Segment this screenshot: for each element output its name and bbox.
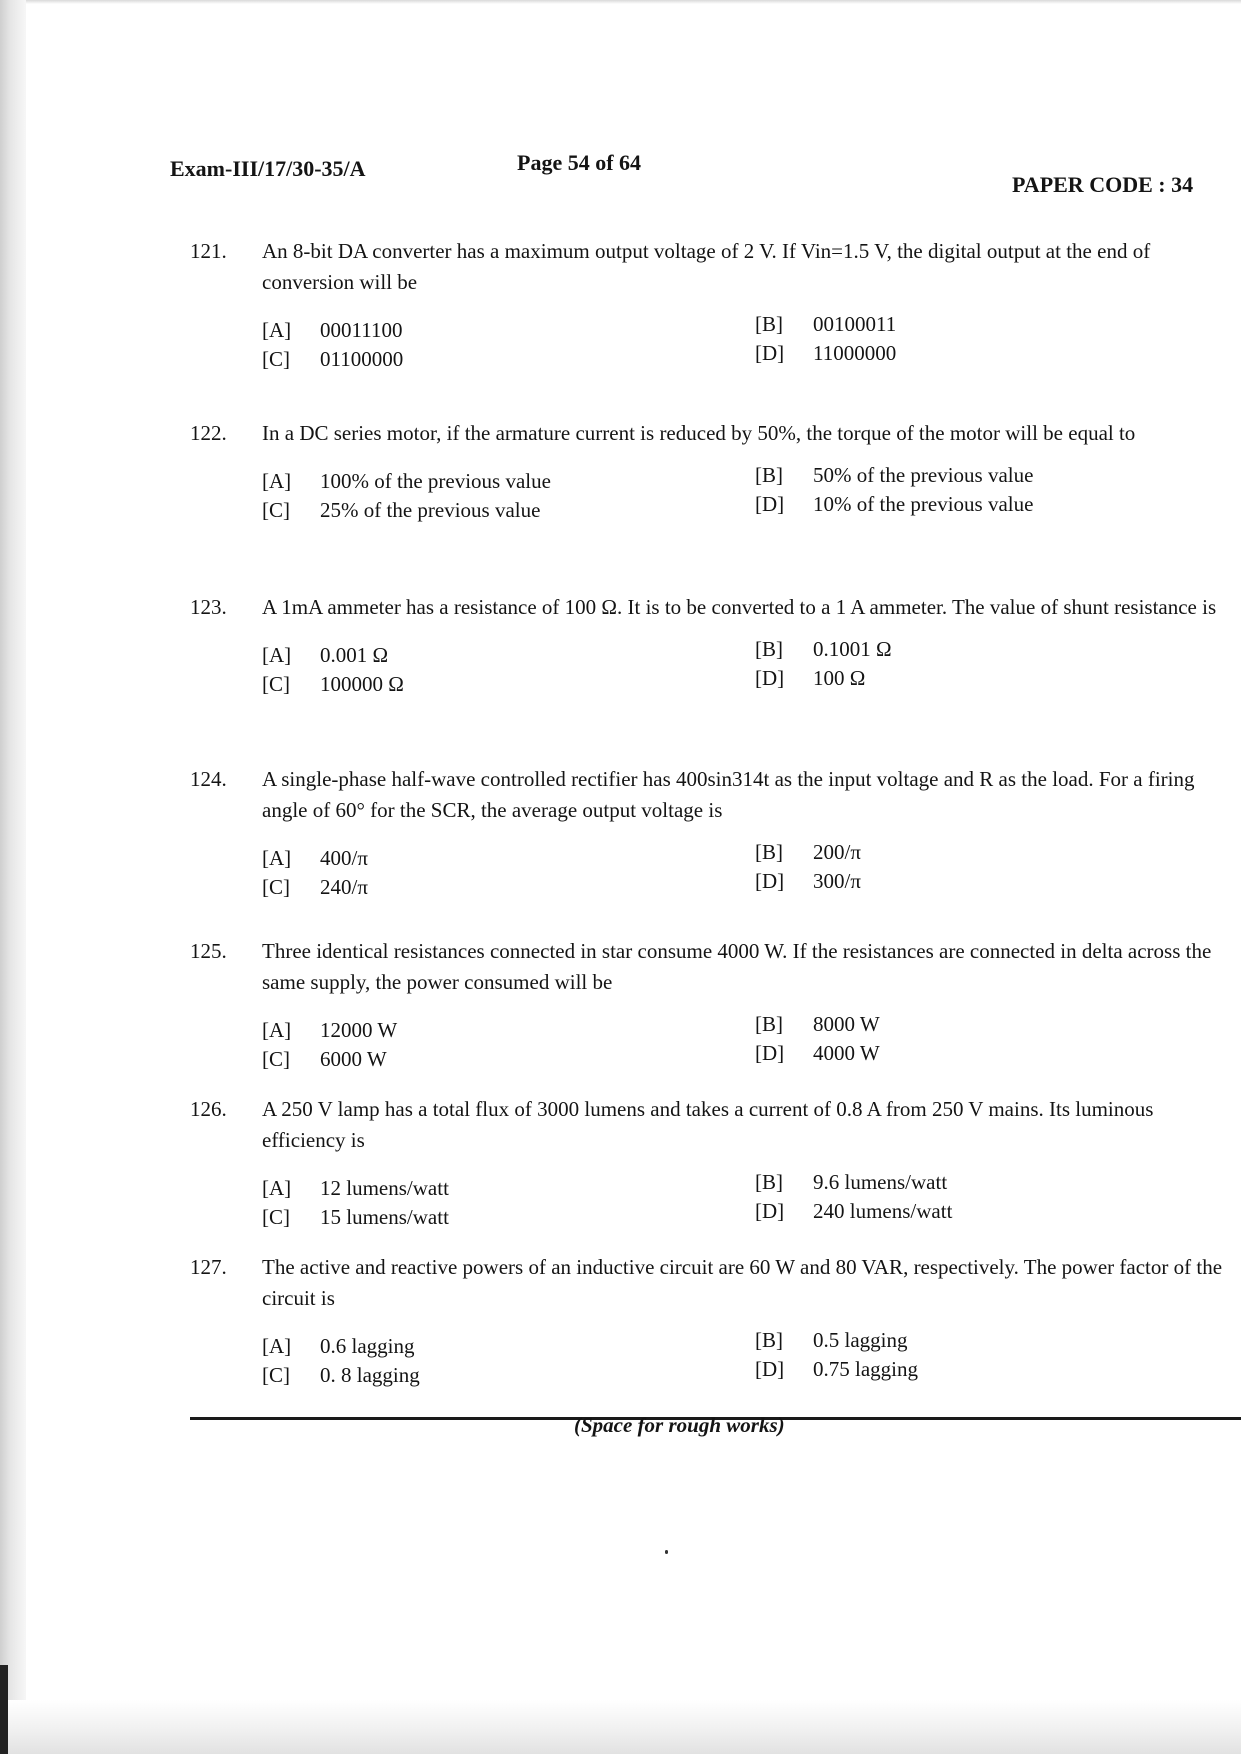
option-letter: [A] [262, 643, 292, 667]
paper-code: PAPER CODE : 34 [1012, 172, 1194, 197]
option-grid [262, 463, 1230, 525]
option-d[interactable] [755, 1197, 1155, 1226]
option-b[interactable] [755, 1326, 1155, 1355]
option-letter: [B] [755, 463, 783, 487]
question-number: 127. [190, 1255, 227, 1279]
option-value: 12 lumens/watt [320, 1176, 449, 1200]
option-value: 200/π [813, 840, 861, 864]
scan-corner-mark [0, 1665, 8, 1754]
option-a[interactable] [262, 641, 755, 670]
question-text: In a DC series motor, if the armature current is reduced by 50%, the torque of the motor will be equal to [262, 421, 1136, 445]
question-text: A 250 V lamp has a total flux of 3000 lumens and takes a current of 0.8 A from 250 V mains. Its luminous efficiency is [262, 1097, 1154, 1152]
option-c[interactable] [262, 1045, 755, 1074]
option-letter: [D] [755, 1199, 785, 1223]
option-value: 300/π [813, 869, 861, 893]
option-value: 240 lumens/watt [813, 1199, 953, 1223]
option-value: 240/π [320, 875, 368, 899]
scan-top-edge [0, 0, 1241, 4]
question-122 [190, 418, 1230, 525]
option-value: 12000 W [320, 1018, 398, 1042]
scan-speck [665, 1550, 668, 1554]
option-a[interactable] [262, 467, 755, 496]
option-d[interactable] [755, 490, 1155, 519]
option-d[interactable] [755, 1355, 1155, 1384]
option-grid [262, 312, 1230, 374]
option-c[interactable] [262, 496, 755, 525]
option-b[interactable] [755, 635, 1155, 664]
option-value: 0.5 lagging [813, 1328, 908, 1352]
option-value: 4000 W [813, 1041, 880, 1065]
exam-code: Exam-III/17/30-35/A [170, 156, 366, 181]
option-d[interactable] [755, 1039, 1155, 1068]
option-value: 10% of the previous value [813, 492, 1034, 516]
option-d[interactable] [755, 339, 1155, 368]
option-a[interactable] [262, 1332, 755, 1361]
option-letter: [B] [755, 1328, 783, 1352]
question-121 [190, 236, 1230, 374]
option-b[interactable] [755, 1010, 1155, 1039]
option-value: 400/π [320, 846, 368, 870]
option-letter: [D] [755, 1357, 785, 1381]
option-grid [262, 840, 1230, 902]
question-127 [190, 1252, 1230, 1390]
option-letter: [D] [755, 341, 785, 365]
option-c[interactable] [262, 873, 755, 902]
option-c[interactable] [262, 1203, 755, 1232]
option-a[interactable] [262, 844, 755, 873]
option-value: 0. 8 lagging [320, 1363, 420, 1387]
question-text: Three identical resistances connected in star consume 4000 W. If the resistances are connected in delta across the same supply, the power consumed will be [262, 939, 1212, 994]
option-value: 11000000 [813, 341, 897, 365]
option-grid [262, 637, 1230, 699]
option-grid [262, 1012, 1230, 1074]
option-letter: [B] [755, 637, 783, 661]
option-letter: [A] [262, 846, 292, 870]
option-letter: [C] [262, 875, 290, 899]
option-letter: [B] [755, 840, 783, 864]
option-value: 25% of the previous value [320, 498, 541, 522]
scan-left-edge [0, 0, 26, 1754]
option-b[interactable] [755, 461, 1155, 490]
rough-work-label [574, 1413, 785, 1438]
option-letter: [A] [262, 1176, 292, 1200]
option-value: 0.75 lagging [813, 1357, 918, 1381]
option-b[interactable] [755, 838, 1155, 867]
question-text: A single-phase half-wave controlled rectifier has 400sin314t as the input voltage and R as the load. For a firing angle of 60° for the SCR, the average output voltage is [262, 767, 1195, 822]
question-text: An 8-bit DA converter has a maximum output voltage of 2 V. If Vin=1.5 V, the digital output at the end of conversion will be [262, 239, 1151, 294]
option-letter: [C] [262, 347, 290, 371]
option-value: 100 Ω [813, 666, 866, 690]
option-letter: [A] [262, 1018, 292, 1042]
option-value: 100% of the previous value [320, 469, 551, 493]
option-value: 01100000 [320, 347, 404, 371]
page-indicator: Page 54 of 64 [517, 150, 642, 175]
question-number: 126. [190, 1097, 227, 1121]
option-value: 0.1001 Ω [813, 637, 892, 661]
option-value: 50% of the previous value [813, 463, 1034, 487]
option-c[interactable] [262, 670, 755, 699]
option-letter: [B] [755, 312, 783, 336]
option-letter: [D] [755, 1041, 785, 1065]
option-a[interactable] [262, 316, 755, 345]
scan-bottom-edge [0, 1700, 1241, 1754]
option-value: 0.6 lagging [320, 1334, 415, 1358]
question-number: 122. [190, 421, 227, 445]
option-letter: [A] [262, 1334, 292, 1358]
question-number: 125. [190, 939, 227, 963]
rough-work-text: (Space for rough works) [574, 1413, 785, 1437]
option-letter: [C] [262, 1205, 290, 1229]
option-b[interactable] [755, 1168, 1155, 1197]
option-value: 9.6 lumens/watt [813, 1170, 948, 1194]
question-text: The active and reactive powers of an inductive circuit are 60 W and 80 VAR, respectively. The power factor of the circuit is [262, 1255, 1223, 1310]
option-d[interactable] [755, 664, 1155, 693]
question-126 [190, 1094, 1230, 1232]
question-number: 123. [190, 595, 227, 619]
option-letter: [C] [262, 1047, 290, 1071]
option-letter: [B] [755, 1012, 783, 1036]
question-text: A 1mA ammeter has a resistance of 100 Ω. It is to be converted to a 1 A ammeter. The value of shunt resistance is [262, 595, 1217, 619]
option-a[interactable] [262, 1174, 755, 1203]
option-b[interactable] [755, 310, 1155, 339]
option-letter: [D] [755, 666, 785, 690]
option-letter: [D] [755, 492, 785, 516]
option-c[interactable] [262, 345, 755, 374]
question-number: 124. [190, 767, 227, 791]
option-c[interactable] [262, 1361, 755, 1390]
option-letter: [A] [262, 318, 292, 342]
question-125 [190, 936, 1230, 1074]
option-value: 00011100 [320, 318, 403, 342]
option-letter: [B] [755, 1170, 783, 1194]
option-value: 00100011 [813, 312, 897, 336]
option-value: 100000 Ω [320, 672, 404, 696]
question-123 [190, 592, 1230, 699]
option-d[interactable] [755, 867, 1155, 896]
option-value: 0.001 Ω [320, 643, 389, 667]
option-a[interactable] [262, 1016, 755, 1045]
option-letter: [C] [262, 672, 290, 696]
option-letter: [C] [262, 1363, 290, 1387]
question-124 [190, 764, 1230, 902]
option-letter: [A] [262, 469, 292, 493]
option-grid [262, 1328, 1230, 1390]
option-letter: [C] [262, 498, 290, 522]
option-value: 15 lumens/watt [320, 1205, 449, 1229]
option-grid [262, 1170, 1230, 1232]
question-number: 121. [190, 239, 227, 263]
option-letter: [D] [755, 869, 785, 893]
option-value: 6000 W [320, 1047, 387, 1071]
option-value: 8000 W [813, 1012, 880, 1036]
